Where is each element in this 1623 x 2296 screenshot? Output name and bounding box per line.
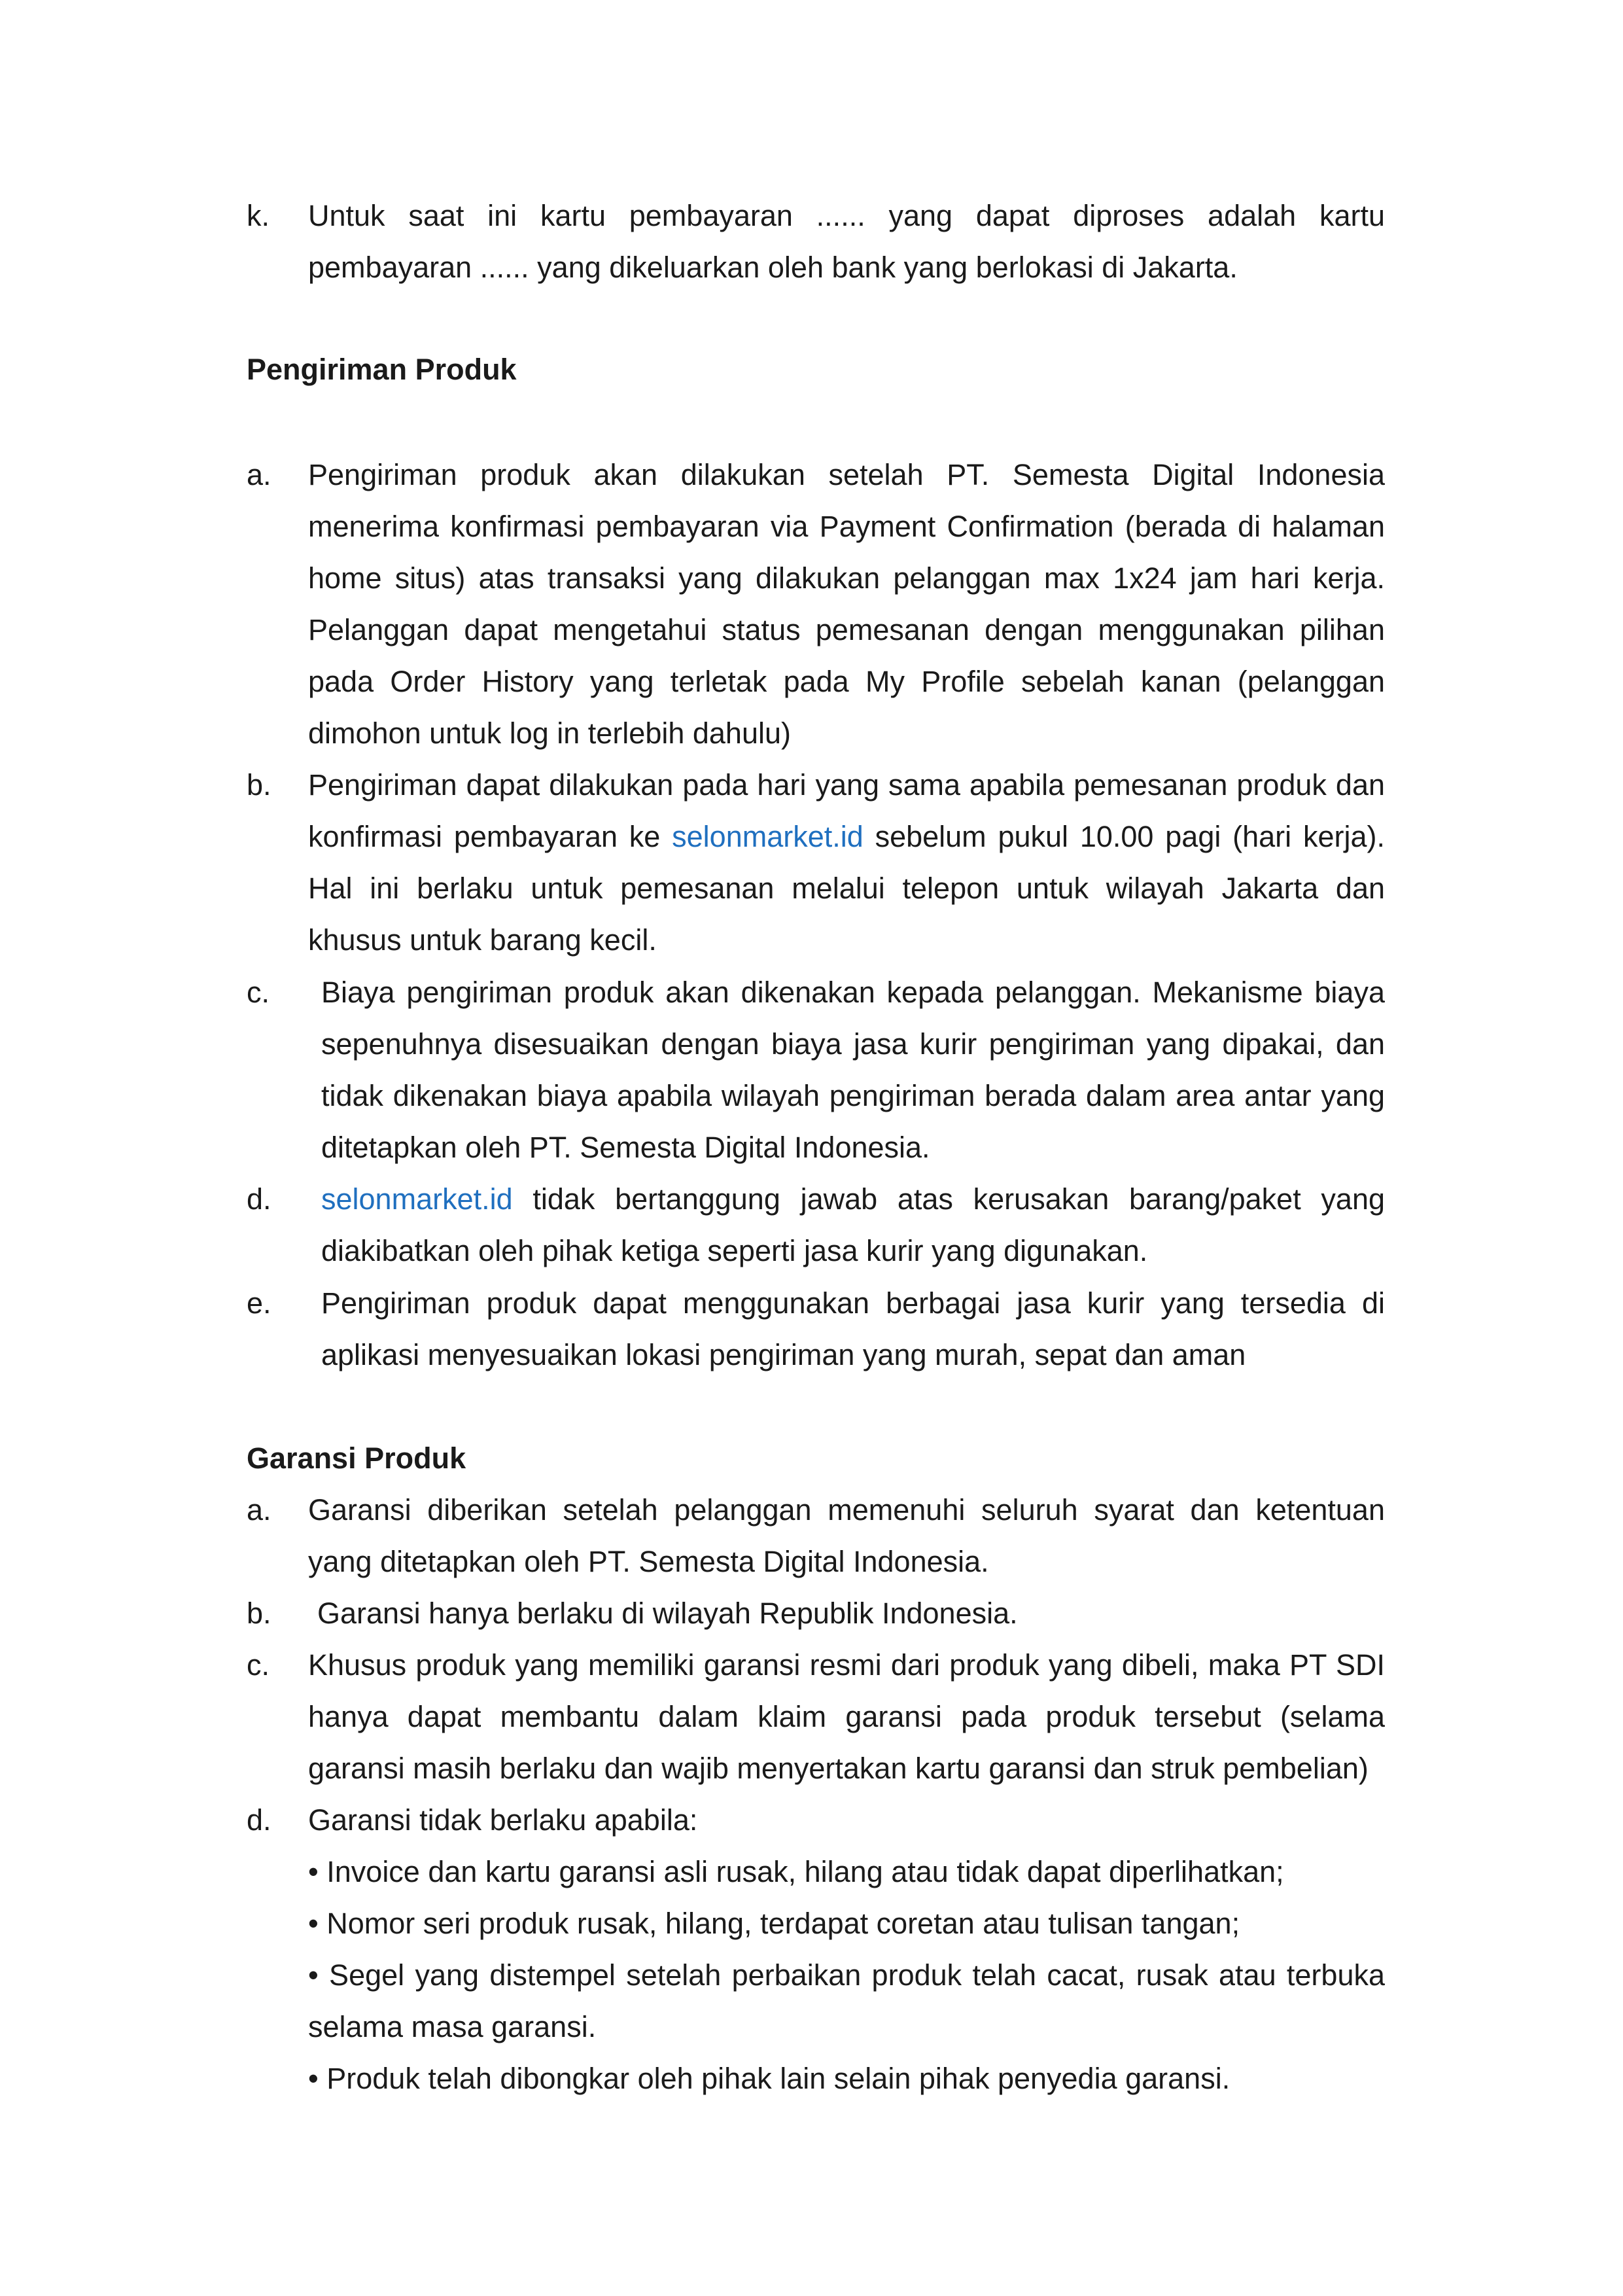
- list-item-garansi-d-text: Garansi tidak berlaku apabila:: [308, 1803, 698, 1837]
- pengiriman-d-text-after: tidak bertanggung jawab atas kerusakan barang/paket yang diakibatkan oleh pihak ketiga seperti jasa kurir yang digunakan.: [321, 1182, 1385, 1267]
- list-item-k-text: Untuk saat ini kartu pembayaran ...... yang dapat diproses adalah kartu pembayaran ...... yang dikeluarkan oleh bank yang berlokasi di Jakarta.: [308, 199, 1385, 284]
- list-marker-garansi-d: d.: [247, 1803, 271, 1837]
- list-item-garansi-b-text: Garansi hanya berlaku di wilayah Republik Indonesia.: [317, 1597, 1018, 1630]
- list-marker-garansi-c: c.: [247, 1648, 270, 1682]
- list-item-garansi-a-text: Garansi diberikan setelah pelanggan memenuhi seluruh syarat dan ketentuan yang ditetapkan oleh PT. Semesta Digital Indonesia.: [308, 1493, 1385, 1578]
- pengiriman-b-text-before: Pengiriman dapat dilakukan pada hari yang sama apabila pemesanan produk dan konfirmasi pembayaran ke: [308, 768, 1385, 853]
- list-marker-pengiriman-b: b.: [247, 768, 271, 802]
- list-marker-garansi-a: a.: [247, 1493, 271, 1527]
- list-marker-pengiriman-a: a.: [247, 458, 271, 491]
- list-marker-garansi-b: b.: [247, 1597, 271, 1630]
- list-marker-pengiriman-d: d.: [247, 1182, 271, 1216]
- bullet-item-dibongkar: • Produk telah dibongkar oleh pihak lain selain pihak penyedia garansi.: [308, 2062, 1230, 2095]
- bullet-item-segel: • Segel yang distempel setelah perbaikan produk telah cacat, rusak atau terbuka selama masa garansi.: [308, 1958, 1385, 2043]
- list-marker-k: k.: [247, 199, 270, 232]
- selonmarket-link[interactable]: selonmarket.id: [321, 1182, 513, 1216]
- list-marker-pengiriman-e: e.: [247, 1286, 271, 1320]
- bullet-item-invoice: • Invoice dan kartu garansi asli rusak, hilang atau tidak dapat diperlihatkan;: [308, 1855, 1284, 1888]
- list-item-pengiriman-d-text: [321, 1173, 1385, 1277]
- pengiriman-b-text-after: sebelum pukul 10.00 pagi (hari kerja). Hal ini berlaku untuk pemesanan melalui telepon untuk wilayah Jakarta dan khusus untuk barang kecil.: [308, 820, 1385, 957]
- selonmarket-link[interactable]: selonmarket.id: [672, 820, 864, 853]
- section-heading-pengiriman: Pengiriman Produk: [247, 353, 517, 386]
- list-item-garansi-c-text: Khusus produk yang memiliki garansi resmi dari produk yang dibeli, maka PT SDI hanya dapat membantu dalam klaim garansi pada produk tersebut (selama garansi masih berlaku dan wajib menyertakan kartu garansi dan struk pembelian): [308, 1648, 1385, 1785]
- list-item-pengiriman-b-text: [308, 759, 1385, 966]
- list-marker-pengiriman-c: c.: [247, 976, 270, 1009]
- bullet-item-nomor-seri: • Nomor seri produk rusak, hilang, terdapat coretan atau tulisan tangan;: [308, 1907, 1240, 1940]
- list-item-pengiriman-e-text: Pengiriman produk dapat menggunakan berbagai jasa kurir yang tersedia di aplikasi menyesuaikan lokasi pengiriman yang murah, sepat dan aman: [321, 1286, 1385, 1371]
- list-item-pengiriman-a-text: Pengiriman produk akan dilakukan setelah PT. Semesta Digital Indonesia menerima konfirmasi pembayaran via Payment Confirmation (berada di halaman home situs) atas transaksi yang dilakukan pelanggan max 1x24 jam hari kerja. Pelanggan dapat mengetahui status pemesanan dengan menggunakan pilihan pada Order History yang terletak pada My Profile sebelah kanan (pelanggan dimohon untuk log in terlebih dahulu): [308, 458, 1385, 750]
- section-heading-garansi: Garansi Produk: [247, 1441, 466, 1475]
- list-item-pengiriman-c-text: Biaya pengiriman produk akan dikenakan kepada pelanggan. Mekanisme biaya sepenuhnya disesuaikan dengan biaya jasa kurir pengiriman yang dipakai, dan tidak dikenakan biaya apabila wilayah pengiriman berada dalam area antar yang ditetapkan oleh PT. Semesta Digital Indonesia.: [321, 976, 1385, 1164]
